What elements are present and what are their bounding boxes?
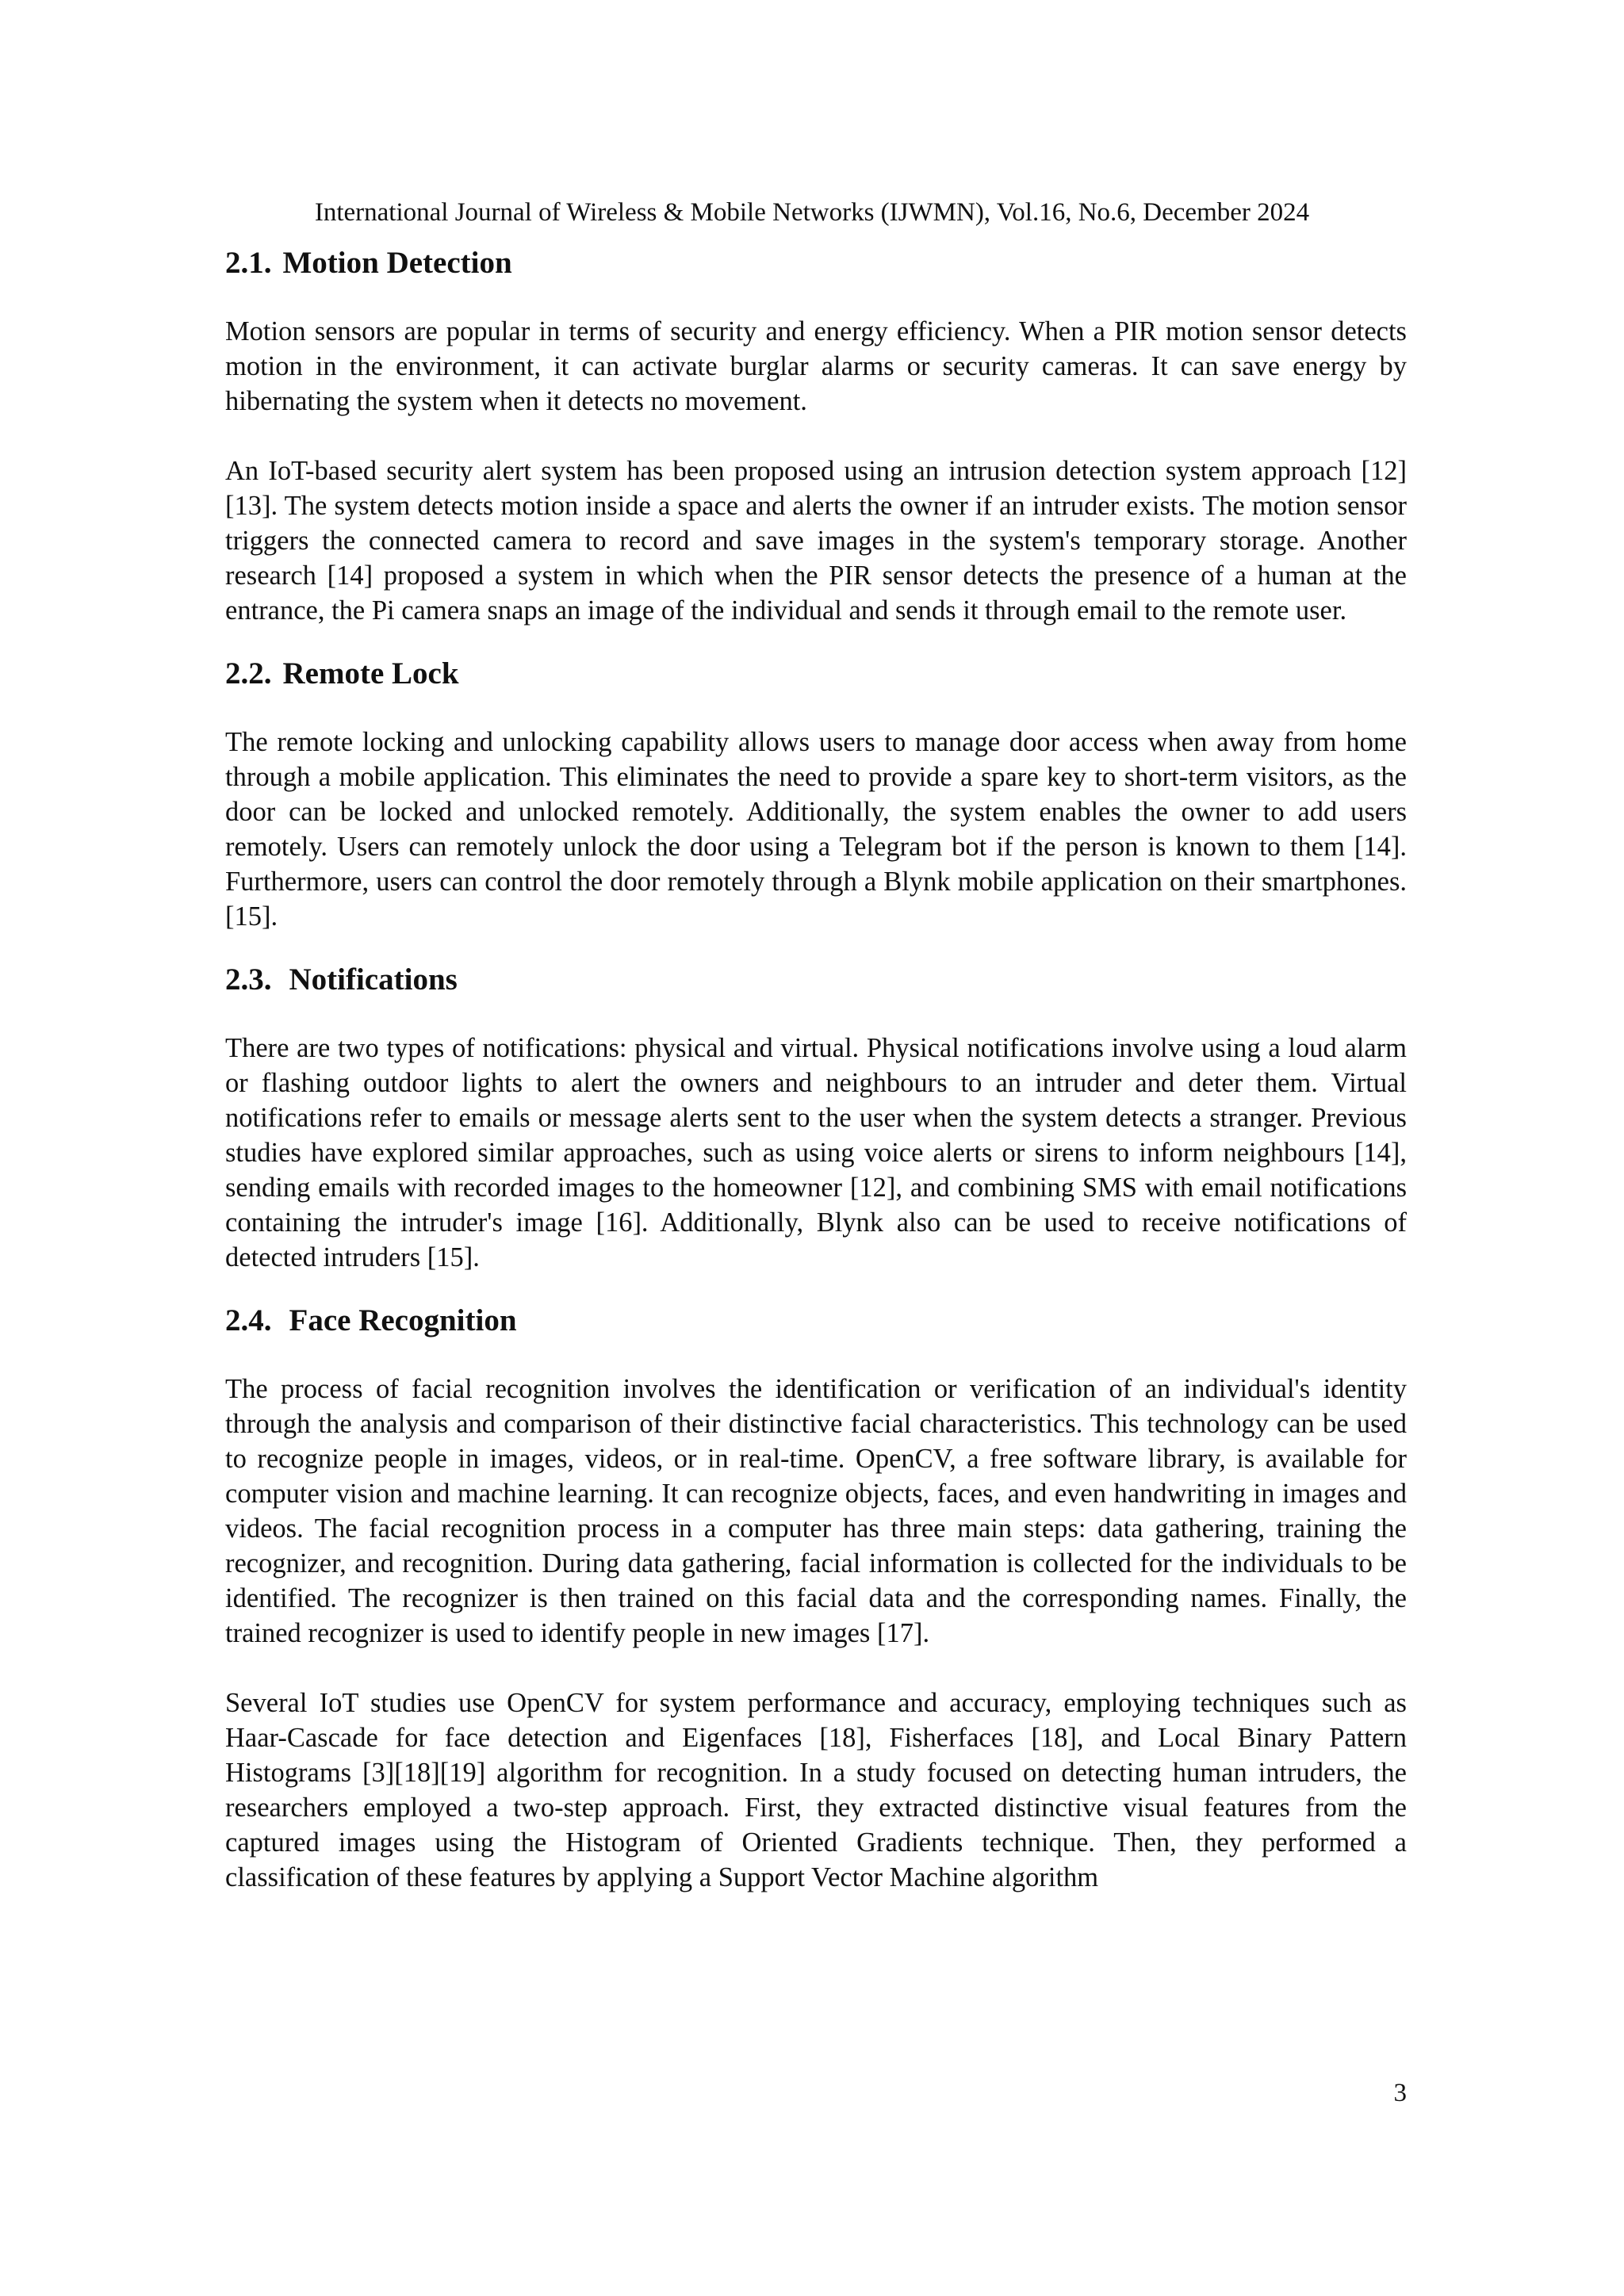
running-header: International Journal of Wireless & Mobile Networks (IJWMN), Vol.16, No.6, December 2024 <box>314 198 1310 227</box>
section-heading-motion-detection <box>225 244 1407 282</box>
section-number: 2.3. <box>225 962 272 997</box>
paragraph: An IoT-based security alert system has been proposed using an intrusion detection system approach [12][13]. The system detects motion inside a space and alerts the owner if an intruder exists. The motion sensor triggers the connected camera to record and save images in the system's temporary storage. Another research [14] proposed a system in which when the PIR sensor detects the presence of a human at the entrance, the Pi camera snaps an image of the individual and sends it through email to the remote user. <box>225 456 1407 626</box>
section-number: 2.2. <box>225 656 272 691</box>
section-title: Remote Lock <box>282 656 459 691</box>
section-heading-face-recognition <box>225 1302 1407 1340</box>
section-title: Notifications <box>289 962 458 997</box>
section-number: 2.1. <box>225 246 272 280</box>
paragraph: Motion sensors are popular in terms of security and energy efficiency. When a PIR motion sensor detects motion in the environment, it can activate burglar alarms or security cameras. It can save energy by hibernating the system when it detects no movement. <box>225 316 1407 416</box>
section-heading-notifications <box>225 961 1407 999</box>
section-title: Motion Detection <box>282 246 512 280</box>
section-number: 2.4. <box>225 1303 272 1337</box>
paragraph: There are two types of notifications: physical and virtual. Physical notifications involve using a loud alarm or flashing outdoor lights to alert the owners and neighbours to an intruder and deter them. Virtual notifications refer to emails or message alerts sent to the user when the system detects a stranger. Previous studies have explored similar approaches, such as using voice alerts or sirens to inform neighbours [14], sending emails with recorded images to the homeowner [12], and combining SMS with email notifications containing the intruder's image [16]. Additionally, Blynk also can be used to receive notifications of detected intruders [15]. <box>225 1033 1407 1272</box>
section-title: Face Recognition <box>289 1303 517 1337</box>
paragraph: Several IoT studies use OpenCV for system performance and accuracy, employing techniques such as Haar-Cascade for face detection and Eigenfaces [18], Fisherfaces [18], and Local Binary Pattern Histograms [3][18][19] algorithm for recognition. In a study focused on detecting human intruders, the researchers employed a two-step approach. First, they extracted distinctive visual features from the captured images using the Histogram of Oriented Gradients technique. Then, they performed a classification of these features by applying a Support Vector Machine algorithm <box>225 1688 1407 1892</box>
paragraph: The process of facial recognition involves the identification or verification of an individual's identity through the analysis and comparison of their distinctive facial characteristics. This technology can be used to recognize people in images, videos, or in real-time. OpenCV, a free software library, is available for computer vision and machine learning. It can recognize objects, faces, and even handwriting in images and videos. The facial recognition process in a computer has three main steps: data gathering, training the recognizer, and recognition. During data gathering, facial information is collected for the individuals to be identified. The recognizer is then trained on this facial data and the corresponding names. Finally, the trained recognizer is used to identify people in new images [17]. <box>225 1374 1407 1648</box>
paragraph: The remote locking and unlocking capability allows users to manage door access when away from home through a mobile application. This eliminates the need to provide a spare key to short-term visitors, as the door can be locked and unlocked remotely. Additionally, the system enables the owner to add users remotely. Users can remotely unlock the door using a Telegram bot if the person is known to them [14]. Furthermore, users can control the door remotely through a Blynk mobile application on their smartphones. [15]. <box>225 727 1407 932</box>
section-heading-remote-lock <box>225 655 1407 693</box>
page-body <box>225 244 1407 1895</box>
page-number: 3 <box>1393 2079 1407 2107</box>
